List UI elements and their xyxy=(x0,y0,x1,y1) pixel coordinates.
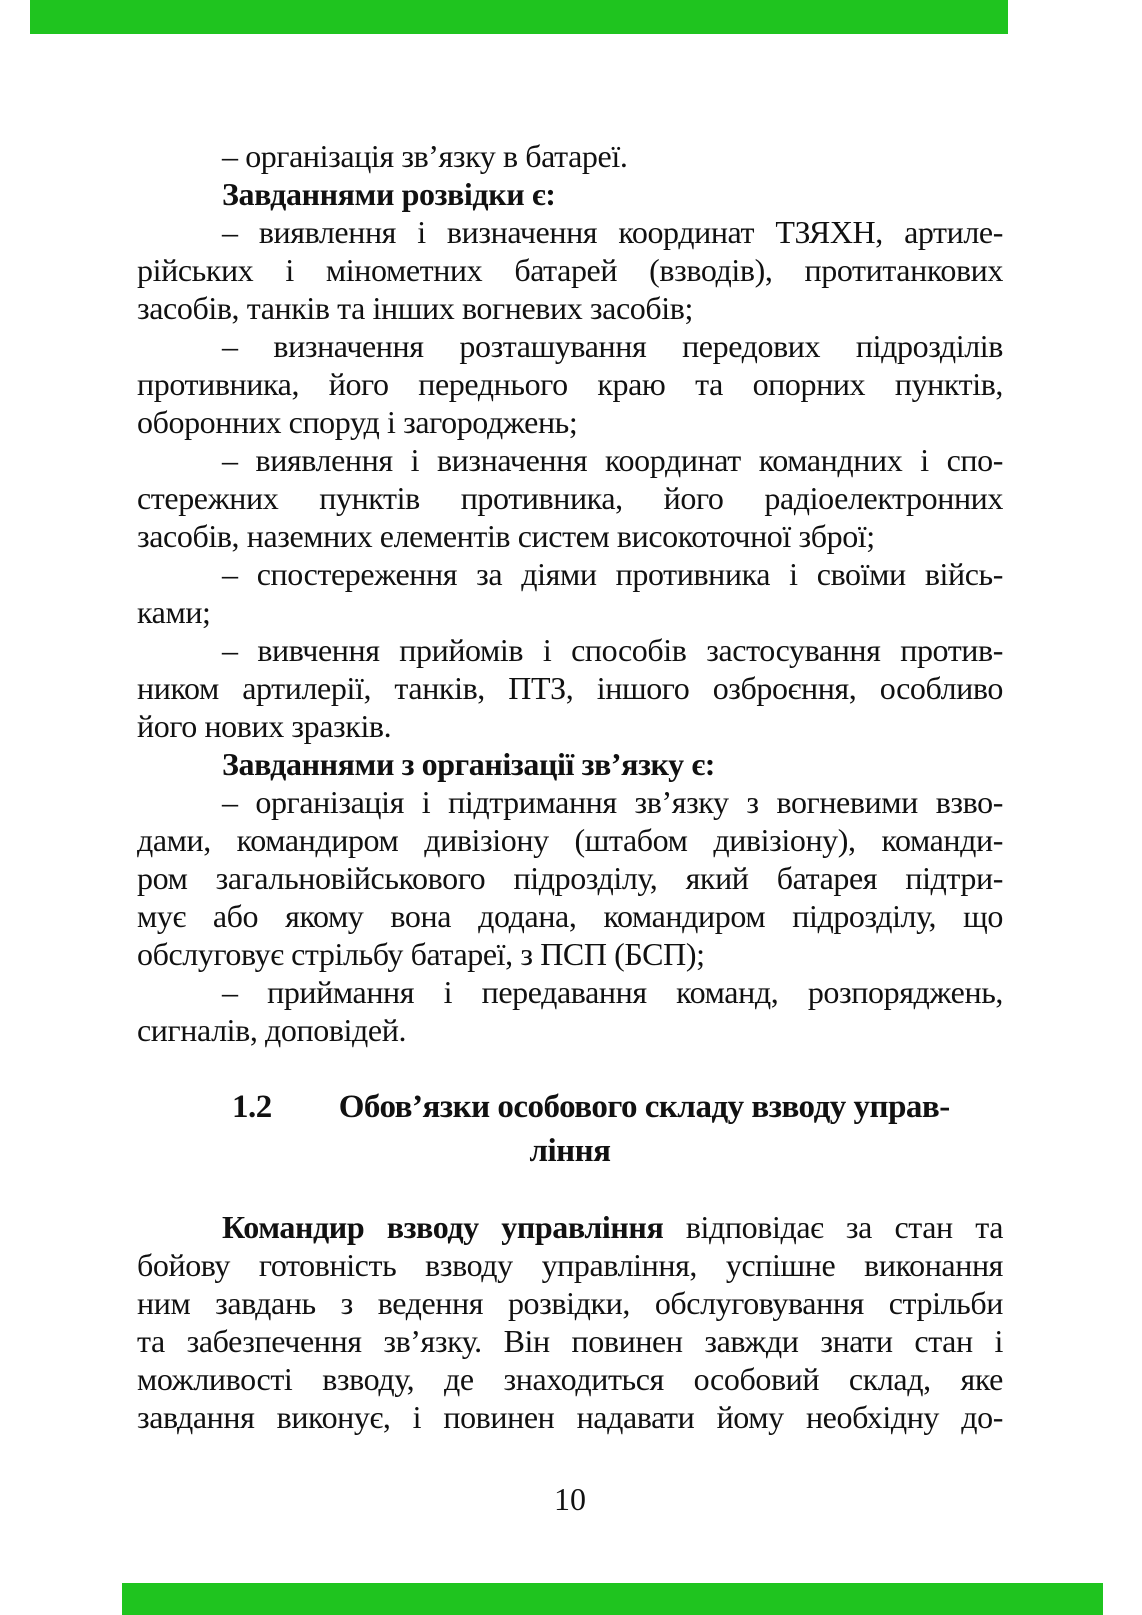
text-line: ками; xyxy=(137,594,211,630)
text-line: засобів, танків та інших вогневих засобів; xyxy=(137,290,693,326)
text-line: ром загальновійськового підрозділу, який батарея підтри- xyxy=(137,860,1003,896)
text-line: Завданнями з організації зв’язку є: xyxy=(222,746,716,782)
page-number: 10 xyxy=(554,1481,586,1517)
text-line: Командир взводу управління відповідає за стан та xyxy=(222,1209,1003,1245)
text-line: можливості взводу, де знаходиться особовий склад, яке xyxy=(137,1361,1003,1397)
text-line: – організація зв’язку в батареї. xyxy=(222,138,628,174)
page-body xyxy=(137,0,1003,1518)
text-line: його нових зразків. xyxy=(137,708,392,744)
text-line: та забезпечення зв’язку. Він повинен завжди знати стан і xyxy=(137,1323,1003,1359)
heading-line-2: ління xyxy=(529,1133,611,1169)
text-line: противника, його переднього краю та опорних пунктів, xyxy=(137,366,1003,402)
text-line: дами, командиром дивізіону (штабом дивізіону), команди- xyxy=(137,822,1003,858)
text-line: оборонних споруд і загороджень; xyxy=(137,404,578,440)
text-line: – вивчення прийомів і способів застосування против- xyxy=(222,632,1003,668)
text-line: обслуговує стрільбу батареї, з ПСП (БСП); xyxy=(137,936,705,972)
text-line: – виявлення і визначення координат ТЗЯХН, артиле- xyxy=(222,214,1003,250)
bottom-highlight-bar xyxy=(122,1583,1103,1615)
text-line: – організація і підтримання зв’язку з вогневими взво- xyxy=(222,784,1003,820)
section-recon-tasks xyxy=(137,137,1003,1049)
text-line: мує або якому вона додана, командиром підрозділу, що xyxy=(137,898,1003,934)
text-line: – спостереження за діями противника і своїми війсь- xyxy=(222,556,1003,592)
text-line: Завданнями розвідки є: xyxy=(222,176,556,212)
heading-number: 1.2 xyxy=(232,1089,272,1125)
text-line: – визначення розташування передових підрозділів xyxy=(222,328,1003,364)
heading-line-1 xyxy=(137,1085,1003,1129)
text-line: ником артилерії, танків, ПТЗ, іншого озброєння, особливо xyxy=(137,670,1003,706)
text-line: стережних пунктів противника, його радіоелектронних xyxy=(137,480,1003,516)
text-line: сигналів, доповідей. xyxy=(137,1012,407,1048)
section-commander-duties xyxy=(137,1208,1003,1436)
text-line: завдання виконує, і повинен надавати йому необхідну до- xyxy=(137,1399,1003,1435)
text-line: засобів, наземних елементів систем високоточної зброї; xyxy=(137,518,875,554)
heading-text: Обов’язки особового складу взводу управ- xyxy=(338,1089,950,1125)
text-line: ним завдань з ведення розвідки, обслуговування стрільби xyxy=(137,1285,1003,1321)
text-line: – приймання і передавання команд, розпоряджень, xyxy=(222,974,1003,1010)
section-heading xyxy=(137,1085,1003,1173)
text-line: бойову готовність взводу управління, успішне виконання xyxy=(137,1247,1003,1283)
text-line: рійських і мінометних батарей (взводів), протитанкових xyxy=(137,252,1003,288)
text-line: – виявлення і визначення координат командних і спо- xyxy=(222,442,1003,478)
